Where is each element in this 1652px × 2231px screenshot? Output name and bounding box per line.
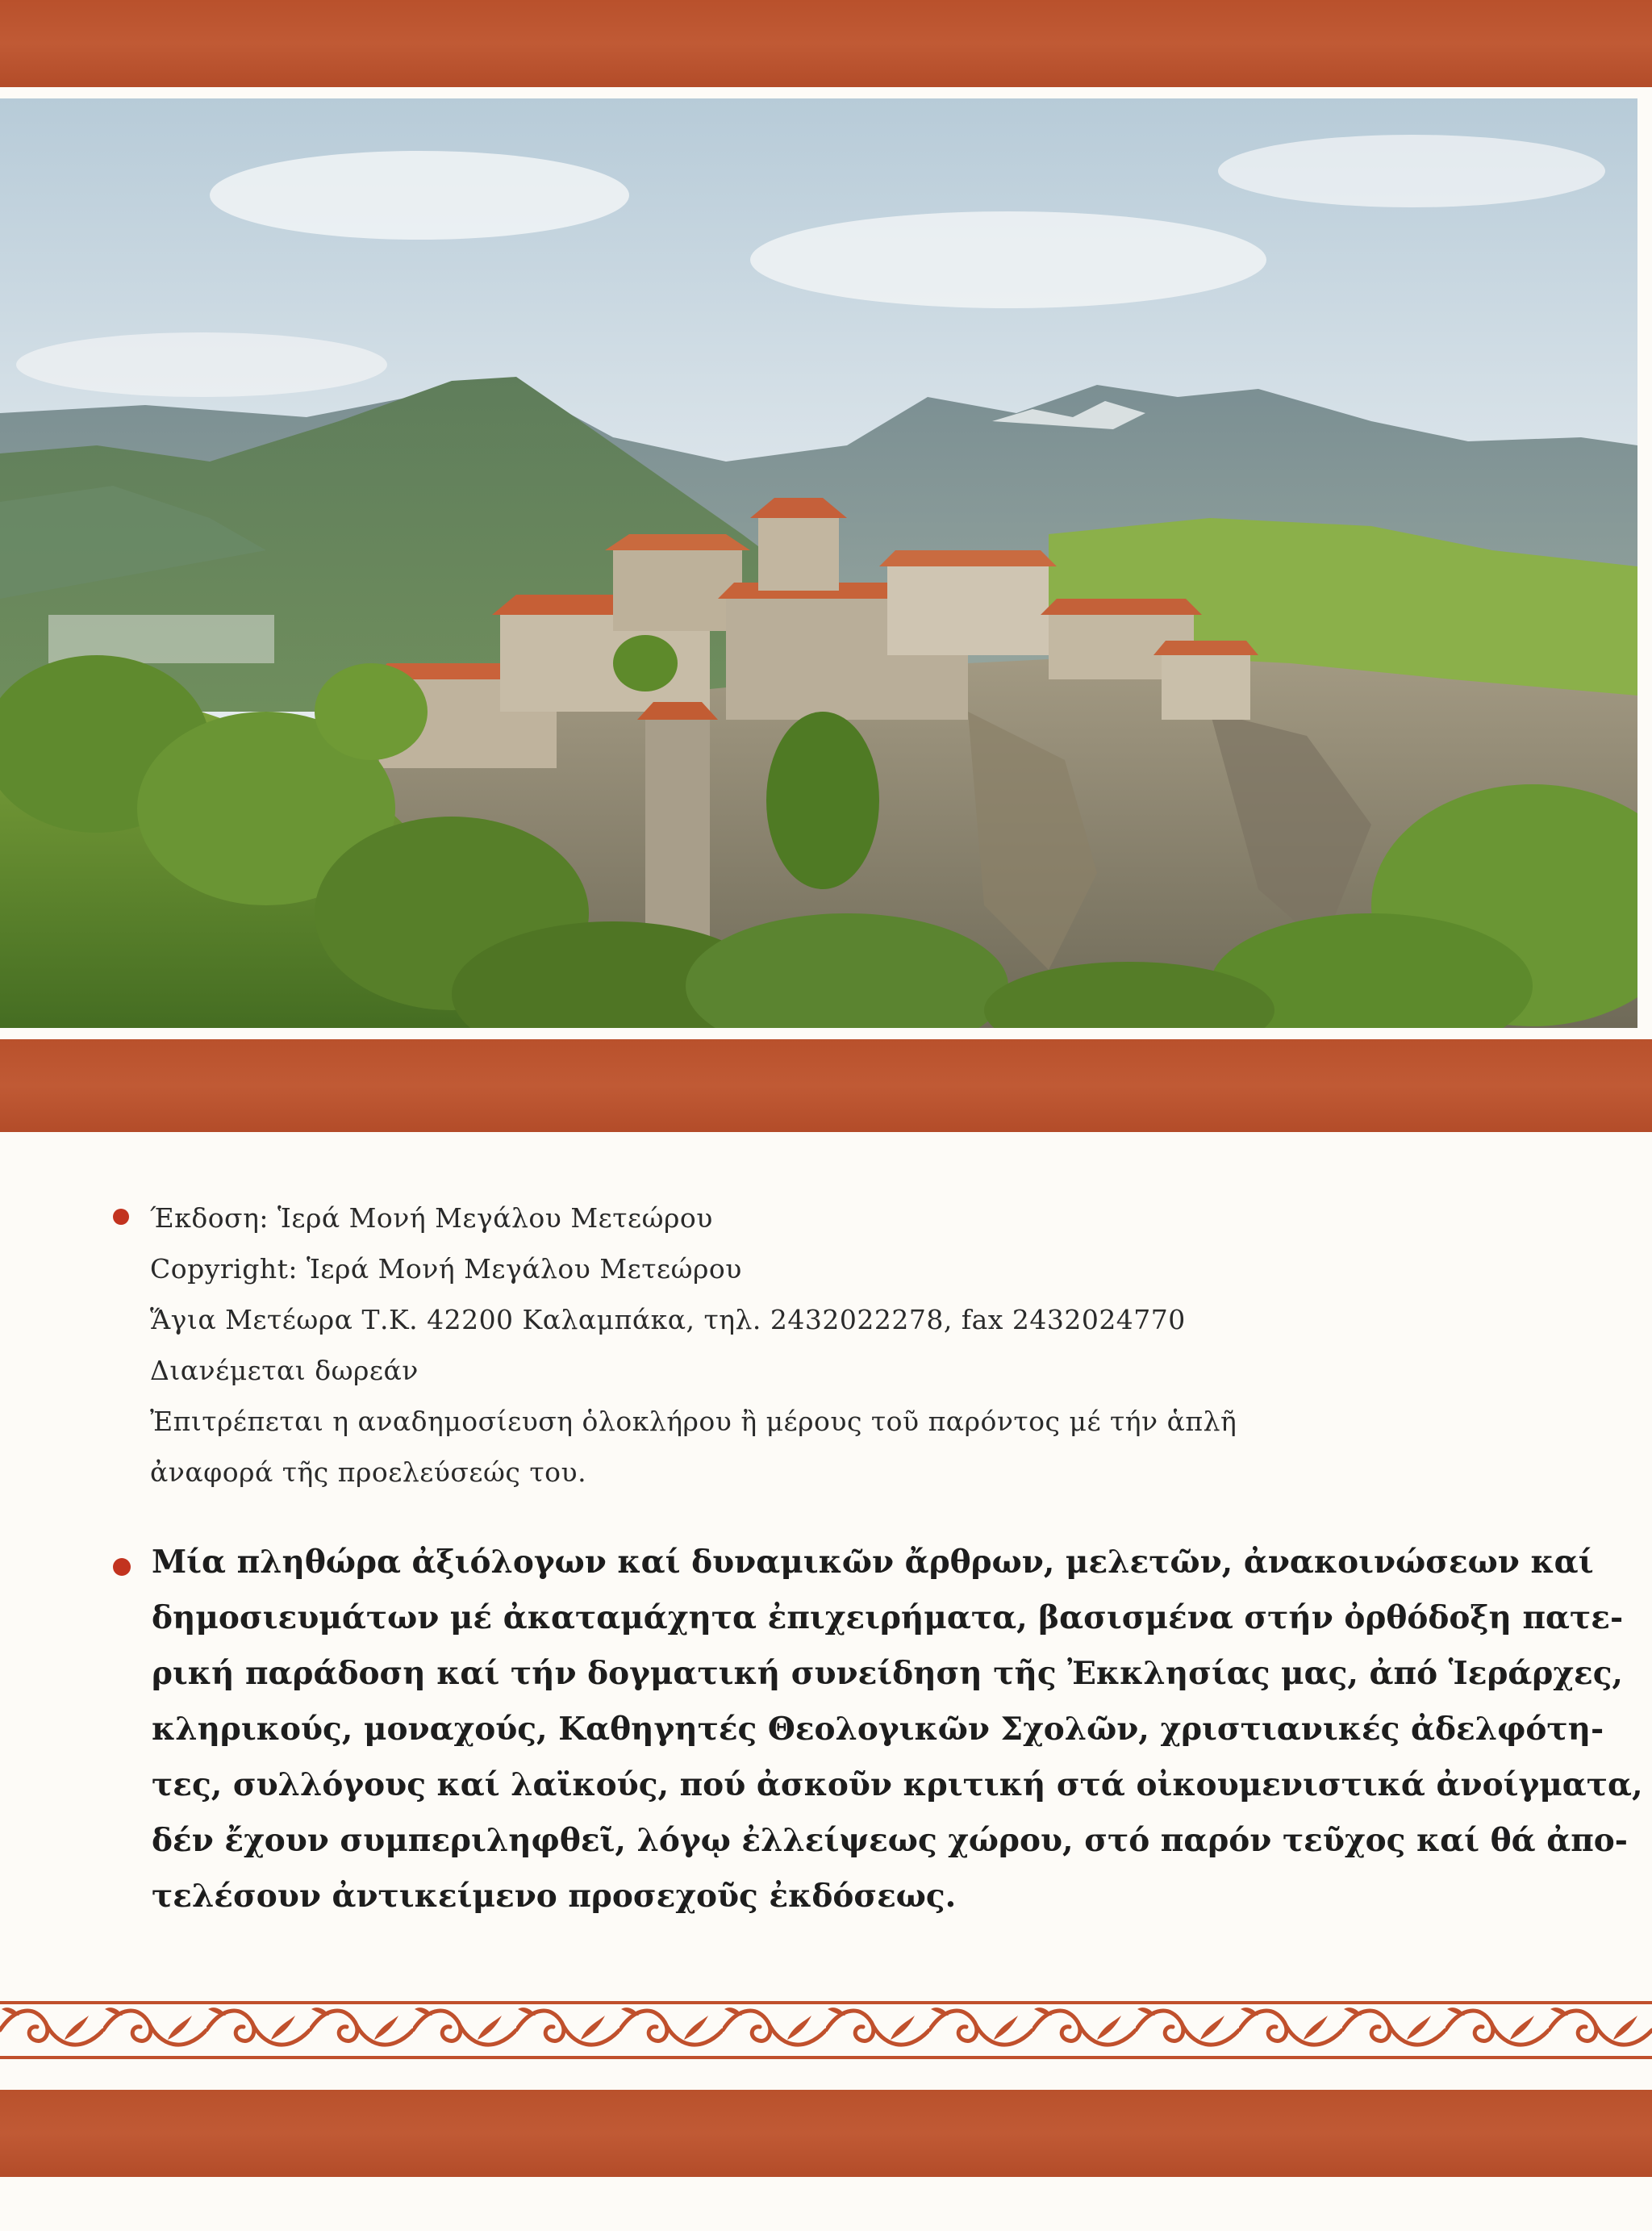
notice-line: τελέσουν ἀντικείμενο προσεχοῦς ἐκδόσεως. <box>152 1878 957 1915</box>
notice-line: δημοσιευμάτων μέ ἀκαταμάχητα ἐπιχειρήματα, βασισμένα στήν ὀρθόδοξη πατε- <box>152 1599 1624 1636</box>
publication-info-line: Ἅγια Μετέωρα Τ.Κ. 42200 Καλαμπάκα, τηλ. 2432022278, fax 2432024770 <box>150 1304 1186 1335</box>
red-bullet-icon <box>113 1558 131 1576</box>
publication-info-line: Έκδοση: Ἱερά Μονή Μεγάλου Μετεώρου <box>150 1202 713 1234</box>
top-decorative-band <box>0 0 1652 87</box>
scroll-vine-border-icon <box>0 1998 1652 2062</box>
publication-info-line: Διανέμεται δωρεάν <box>150 1355 419 1386</box>
notice-line: κληρικούς, μοναχούς, Καθηγητές Θεολογικῶν Σχολῶν, χριστιανικές ἀδελφότη- <box>152 1711 1604 1748</box>
publication-info-line: Copyright: Ἱερά Μονή Μεγάλου Μετεώρου <box>150 1253 742 1285</box>
publication-info-line: ἀναφορά τῆς προελεύσεώς του. <box>150 1456 587 1488</box>
publication-info <box>111 1193 1579 1498</box>
monastery-landscape-photo <box>0 98 1637 1028</box>
notice-line: δέν ἔχουν συμπεριληφθεῖ, λόγῳ ἐλλείψεως χώρου, στό παρόν τεῦχος καί θά ἀπο- <box>152 1822 1628 1859</box>
bottom-decorative-band <box>0 2090 1652 2177</box>
notice-line: Μία πληθώρα ἀξιόλογων καί δυναμικῶν ἄρθρων, μελετῶν, ἀνακοινώσεων καί <box>152 1544 1594 1581</box>
notice-line: τες, συλλόγους καί λαϊκούς, πού ἀσκοῦν κριτική στά οἰκουμενιστικά ἀνοίγματα, <box>152 1766 1643 1803</box>
notice-paragraph <box>152 1535 1643 1924</box>
middle-decorative-band <box>0 1039 1652 1132</box>
publication-info-line: Ἐπιτρέπεται η αναδημοσίευση ὁλοκλήρου ἢ μέρους τοῦ παρόντος μέ τήν ἁπλῆ <box>150 1406 1237 1437</box>
notice-line: ρική παράδοση καί τήν δογματική συνείδηση τῆς Ἐκκλησίας μας, ἀπό Ἱεράρχες, <box>152 1655 1624 1692</box>
